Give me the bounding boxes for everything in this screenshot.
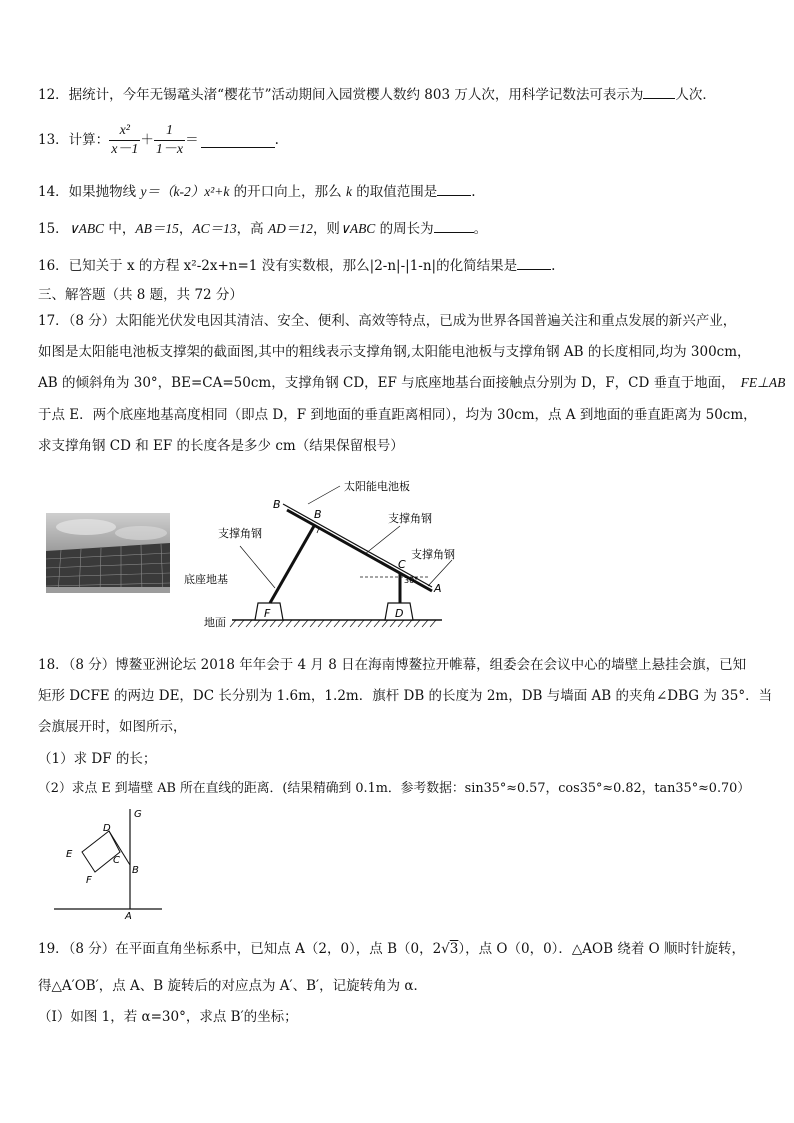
point-f: F — [264, 607, 271, 620]
solar-panel-photo — [46, 513, 170, 593]
point-e: E — [66, 849, 73, 860]
answer-blank — [517, 255, 551, 270]
q19-text: 19．（8 分）在平面直角坐标系中，已知点 A（2，0），点 B（0，2 — [38, 941, 442, 957]
point-b: B — [132, 865, 139, 876]
label-strut-upper: 支撑角钢 — [388, 512, 432, 525]
fraction-2-numerator: 1 — [154, 122, 185, 141]
flag-diagram — [50, 803, 170, 921]
sqrt-symbol: √ — [441, 941, 450, 957]
q17-line-2: 如图是太阳能电池板支撑架的截面图,其中的粗线表示支撑角钢,太阳能电池板与支撑角钢 AB 的长度相同,均为 300cm， — [38, 344, 751, 360]
q12-text: 12．据统计，今年无锡鼋头渚“樱花节”活动期间入园赏樱人数约 803 万人次，用科学记数法可表示为 — [38, 87, 644, 103]
triangle-abc: ∨ABC — [339, 221, 376, 236]
section-heading: 三、解答题（共 8 题，共 72 分） — [38, 287, 243, 303]
ab-value: AB＝15 — [135, 221, 179, 236]
q18-line-2: 矩形 DCFE 的两边 DE，DC 长分别为 1.6m，1.2m．旗杆 DB 的长度为 2m，DB 与墙面 AB 的夹角∠DBG 为 35°．当 — [38, 688, 773, 704]
label-base: 底座地基 — [184, 573, 228, 586]
q15-text: 的周长为 — [375, 221, 434, 237]
variable-k: k — [345, 184, 352, 199]
q13-text: 13．计算： — [38, 132, 110, 148]
question-13 — [38, 118, 279, 162]
point-g: G — [134, 809, 142, 820]
q19-text-end: ），点 O（0，0）．△AOB 绕着 O 顺时针旋转， — [458, 941, 745, 957]
fraction-1 — [109, 122, 140, 159]
answer-blank — [437, 181, 471, 196]
point-b-inner: B — [314, 508, 322, 521]
answer-blank — [434, 218, 474, 233]
point-c: C — [113, 855, 120, 866]
q15-text: ，则 — [312, 221, 340, 237]
ad-value: AD＝12 — [267, 221, 313, 236]
q12-suffix: 人次． — [675, 87, 716, 103]
sqrt-radicand: 3 — [449, 941, 459, 957]
q17-line-1: 17．（8 分）太阳能光伏发电因其清洁、安全、便利、高效等特点，已成为世界各国普遍关注和重点发展的新兴产业， — [38, 313, 737, 329]
question-16 — [38, 255, 555, 275]
q14-suffix: 的取值范围是 — [351, 184, 438, 200]
q16-text: 16．已知关于 x 的方程 x²-2x+n=1 没有实数根，那么|2-n|-|1-n|的化简结果是 — [38, 258, 518, 274]
label-solar-panel: 太阳能电池板 — [344, 480, 410, 493]
q15-number: 15． — [38, 221, 69, 237]
q15-text: 中， — [104, 221, 136, 237]
question-14 — [38, 181, 476, 201]
q14-mid: 的开口向上，那么 — [229, 184, 346, 200]
triangle-abc: ∨ABC — [68, 221, 105, 236]
question-15 — [38, 218, 487, 238]
point-b-outer: B — [273, 498, 281, 511]
q18-line-1: 18．（8 分）博鳌亚洲论坛 2018 年年会于 4 月 8 日在海南博鳌拉开帷幕，组委会在会议中心的墙壁上悬挂会旗，已知 — [38, 657, 747, 673]
q19-part-1: （I）如图 1，若 α=30°，求点 B′的坐标； — [38, 1009, 298, 1025]
question-12 — [38, 84, 716, 104]
q17-line-3 — [38, 374, 785, 392]
label-strut-right: 支撑角钢 — [411, 548, 455, 561]
point-d: D — [103, 823, 111, 834]
q14-text: 14．如果抛物线 — [38, 184, 141, 200]
point-a: A — [125, 911, 132, 921]
fraction-1-denominator: x－1 — [111, 141, 139, 157]
fraction-2-denominator: 1－x — [155, 141, 184, 157]
q19-line-2: 得△A′OB′，点 A、B 旋转后的对应点为 A′、B′，记旋转角为 α． — [38, 978, 428, 994]
fraction-2 — [154, 122, 185, 159]
q17-line-4: 于点 E．两个底座地基高度相同（即点 D，F 到地面的垂直距离相同），均为 30cm，点 A 到地面的垂直距离为 50cm， — [38, 407, 757, 423]
fraction-1-numerator: x² — [109, 122, 140, 141]
answer-blank — [201, 133, 275, 148]
parabola-expression: y＝（k-2）x²+k — [140, 184, 230, 199]
point-f: F — [86, 875, 92, 886]
label-strut-left: 支撑角钢 — [218, 527, 262, 540]
q16-end: . — [551, 258, 556, 274]
q18-line-3: 会旗展开时，如图所示， — [38, 719, 187, 735]
q18-part-1: （1）求 DF 的长； — [38, 751, 157, 767]
point-a: A — [434, 582, 442, 595]
q15-text: ，高 — [236, 221, 268, 237]
perpendicular-notation: FE⊥AB — [740, 375, 786, 390]
equals-sign: ＝ — [185, 132, 199, 148]
q17-line-3-text: AB 的倾斜角为 30°，BE=CA=50cm，支撑角钢 CD，EF 与底座地基台面接触点分别为 D，F，CD 垂直于地面， — [38, 375, 735, 391]
answer-blank — [643, 84, 675, 99]
q13-suffix: . — [274, 132, 279, 148]
plus-sign: ＋ — [140, 132, 154, 148]
ac-value: AC＝13 — [192, 221, 237, 236]
q15-end: 。 — [473, 221, 488, 237]
q19-line-1 — [38, 940, 745, 958]
point-d: D — [395, 607, 404, 620]
label-angle: 30° — [404, 576, 419, 585]
q17-line-5: 求支撑角钢 CD 和 EF 的长度各是多少 cm（结果保留根号） — [38, 438, 404, 454]
solar-frame-diagram — [180, 470, 460, 630]
label-ground: 地面 — [204, 616, 226, 629]
q14-end: . — [471, 184, 476, 200]
point-c: C — [398, 558, 406, 571]
steel-ef — [270, 526, 314, 603]
q15-text: ， — [178, 221, 193, 237]
q18-part-2: （2）求点 E 到墙壁 AB 所在直线的距离．(结果精确到 0.1m．参考数据：sin35°≈0.57，cos35°≈0.82，tan35°≈0.70） — [38, 781, 751, 796]
